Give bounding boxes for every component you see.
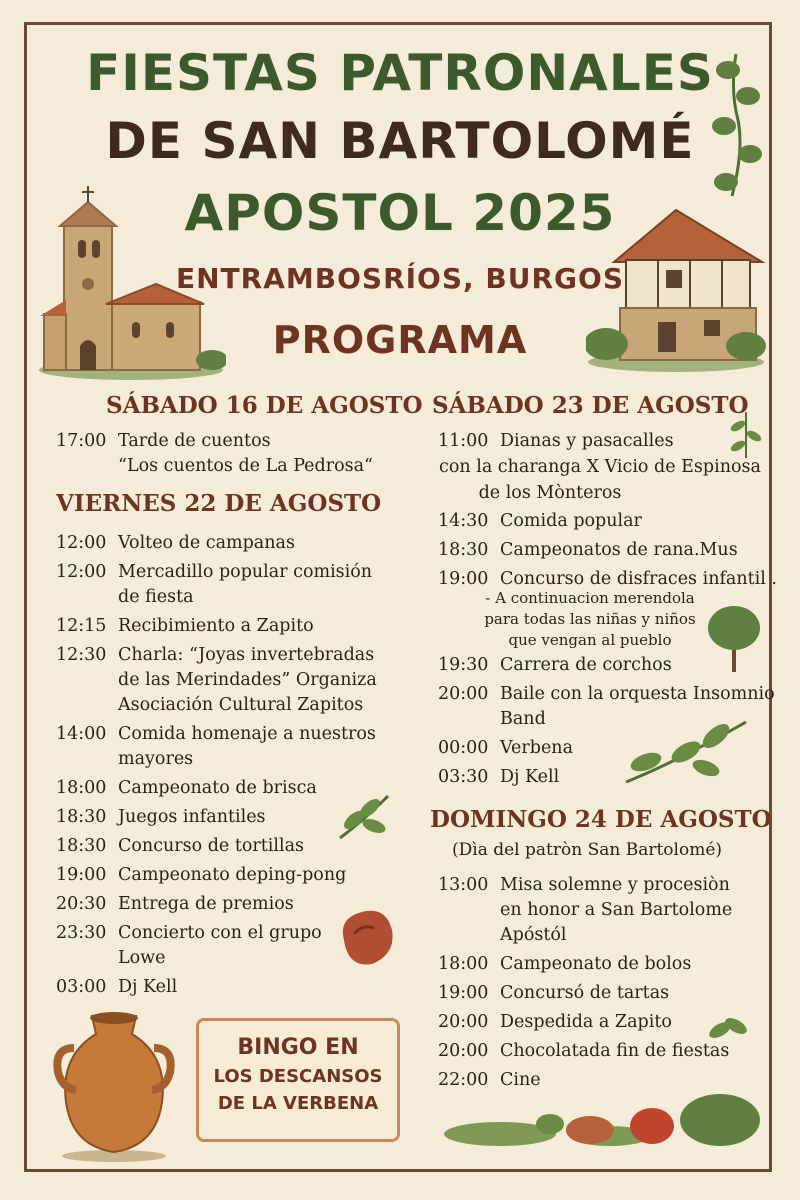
event-text: Dianas y pasacalles: [500, 431, 674, 451]
event-time: 03:30: [438, 767, 489, 787]
event-time: 20:30: [56, 894, 107, 914]
event-text: Band: [500, 709, 546, 729]
event-time: 19:30: [438, 655, 489, 675]
leaf-icon: [334, 790, 394, 844]
event-text: Comida popular: [500, 511, 642, 531]
event-time: 03:00: [56, 977, 107, 997]
event-text: Campeonatos de rana.Mus: [500, 540, 738, 560]
event-time: 18:30: [56, 836, 107, 856]
event-text: Chocolatada fin de fiestas: [500, 1041, 730, 1061]
day-subtitle: (Dìa del patròn San Bartolomé): [452, 840, 723, 860]
event-text: Carrera de corchos: [500, 655, 672, 675]
event-time: 23:30: [56, 923, 107, 943]
event-time: 20:00: [438, 1041, 489, 1061]
event-text-line: de los Mònteros: [478, 483, 622, 503]
event-time: 20:00: [438, 1012, 489, 1032]
event-text: Entrega de premios: [118, 894, 294, 914]
event-text: Concurso de tortillas: [118, 836, 305, 856]
day-heading-sat23: SÁBADO 23 DE AGOSTO: [432, 392, 749, 419]
rock-icon: [334, 904, 398, 970]
event-time: 00:00: [438, 738, 489, 758]
vegetables-illustration: [440, 1080, 770, 1152]
event-text: Verbena: [500, 738, 574, 758]
tree-icon: [704, 602, 764, 674]
event-time: 14:30: [438, 511, 489, 531]
jug-illustration: [52, 1008, 176, 1162]
event-time: 22:00: [438, 1070, 489, 1090]
event-text: Lowe: [118, 948, 166, 968]
event-text: Asociación Cultural Zapitos: [118, 695, 364, 715]
event-time: 17:00: [56, 431, 107, 451]
day-heading-sat16: SÁBADO 16 DE AGOSTO: [106, 392, 423, 419]
event-time: 18:00: [438, 954, 489, 974]
event-text-line: con la charanga X Vicio de Espinosa: [439, 457, 761, 477]
event-text: Concierto con el grupo: [118, 923, 322, 943]
event-text: Mercadillo popular comisión: [118, 562, 373, 582]
program-heading: PROGRAMA: [272, 318, 528, 362]
event-time: 13:00: [438, 875, 489, 895]
event-text: de las Merindades” Organiza: [118, 670, 377, 690]
event-text: Baile con la orquesta Insomnio: [500, 684, 775, 704]
event-text: Recibimiento a Zapito: [118, 616, 314, 636]
bingo-box: [196, 1018, 400, 1142]
event-text: Cine: [500, 1070, 541, 1090]
event-time: 20:00: [438, 684, 489, 704]
event-text: Juegos infantiles: [118, 807, 266, 827]
title-line-1: FIESTAS PATRONALES: [86, 44, 714, 102]
title-line-3: APOSTOL 2025: [184, 184, 616, 242]
event-text: en honor a San Bartolome: [500, 900, 733, 920]
event-text: Tarde de cuentos: [118, 431, 271, 451]
bingo-line-1: BINGO EN: [237, 1035, 359, 1060]
event-text: Volteo de campanas: [118, 533, 295, 553]
title-line-2: DE SAN BARTOLOMÉ: [105, 112, 695, 170]
day-heading-sun24: DOMINGO 24 DE AGOSTO: [430, 806, 772, 833]
event-time: 19:00: [438, 569, 489, 589]
leaf-small-icon: [704, 1008, 752, 1048]
event-text: Concursó de tartas: [500, 983, 670, 1003]
event-time: 12:00: [56, 533, 107, 553]
event-text: Comida homenaje a nuestros: [118, 724, 376, 744]
sprig-icon: [728, 408, 764, 460]
event-time: 19:00: [438, 983, 489, 1003]
event-note-line: para todas las niñas y niños: [484, 610, 696, 628]
event-text: de fiesta: [118, 587, 194, 607]
bingo-line-3: DE LA VERBENA: [217, 1093, 379, 1114]
event-text: Campeonato de bolos: [500, 954, 692, 974]
event-time: 12:00: [56, 562, 107, 582]
event-text: “Los cuentos de La Pedrosa“: [118, 456, 374, 476]
event-text: mayores: [118, 749, 194, 769]
event-time: 14:00: [56, 724, 107, 744]
event-time: 18:00: [56, 778, 107, 798]
leaves-icon: [616, 712, 756, 792]
location: ENTRAMBOSRÍOS, BURGOS: [176, 262, 624, 295]
event-time: 18:30: [56, 807, 107, 827]
bingo-line-2: LOS DESCANSOS: [213, 1066, 383, 1087]
event-text: Misa solemne y procesiòn: [500, 875, 730, 895]
event-text: Charla: “Joyas invertebradas: [118, 645, 375, 665]
event-text: Despedida a Zapito: [500, 1012, 672, 1032]
event-note-line: - A continuacion merendola: [485, 589, 695, 607]
event-time: 12:15: [56, 616, 107, 636]
event-time: 19:00: [56, 865, 107, 885]
event-text: Dj Kell: [118, 977, 178, 997]
event-time: 12:30: [56, 645, 107, 665]
event-time: 11:00: [438, 431, 489, 451]
event-text: Campeonato de brisca: [118, 778, 317, 798]
event-text: Campeonato deping-pong: [118, 865, 347, 885]
day-heading-fri22: VIERNES 22 DE AGOSTO: [56, 490, 382, 517]
event-time: 18:30: [438, 540, 489, 560]
event-note-line: que vengan al pueblo: [508, 631, 672, 649]
event-text: Dj Kell: [500, 767, 560, 787]
event-text: Concurso de disfraces infantil .: [500, 569, 777, 589]
event-text: Apóstól: [500, 925, 567, 945]
